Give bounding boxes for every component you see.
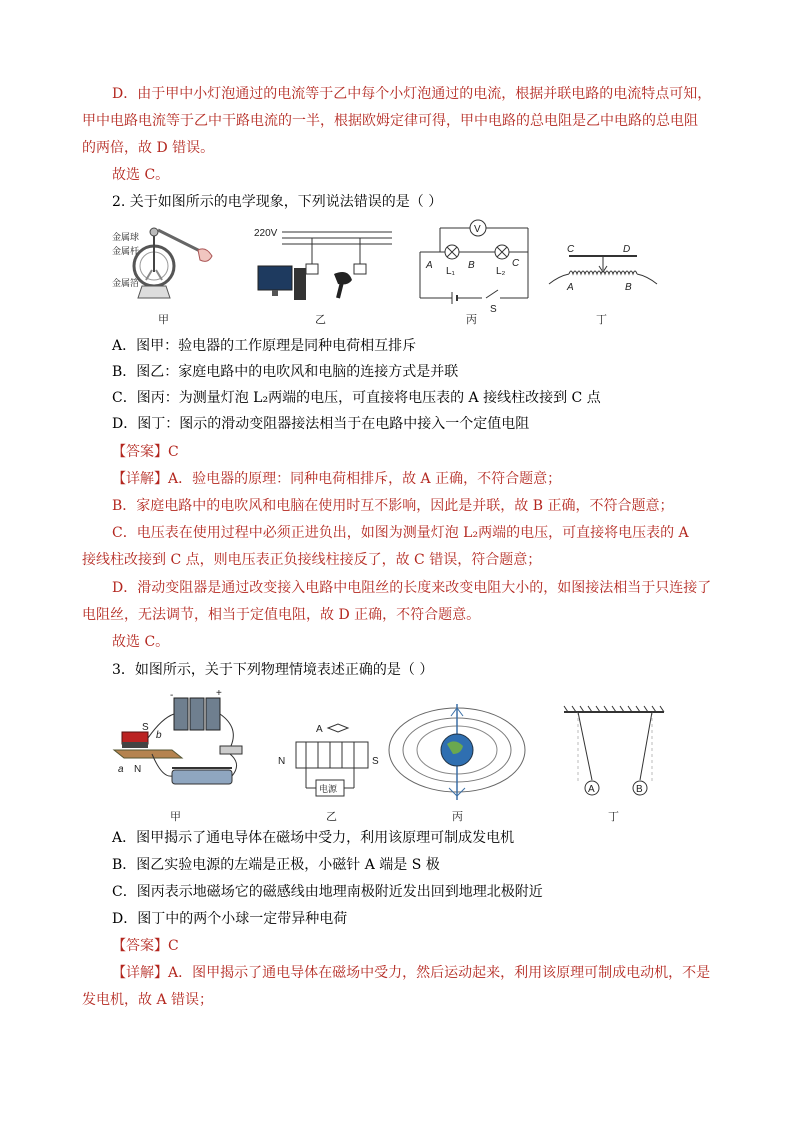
answer-value: C xyxy=(168,938,179,954)
q2-figure-jia-electroscope xyxy=(112,222,222,322)
compass-a: A xyxy=(316,724,323,735)
label-220v: 220V xyxy=(254,228,278,239)
magnet-s: S xyxy=(142,722,149,733)
q2-figure-bing-series-circuit xyxy=(410,216,540,316)
answer-tag: 【答案】 xyxy=(112,444,168,460)
answer-tag: 【答案】 xyxy=(112,938,168,954)
q2-figure-yi-household-circuit xyxy=(250,226,395,310)
q3-detail-a-line2: 发电机，故 A 错误； xyxy=(82,992,214,1008)
q2-detail-d-line1: D．滑动变阻器是通过改变接入电路中电阻丝的长度来改变电阻大小的，如图接法相当于只连接了 xyxy=(112,580,712,596)
rod-b: b xyxy=(156,730,162,741)
point-b: B xyxy=(468,260,475,271)
solenoid-s: S xyxy=(372,756,379,767)
detail-tag: 【详解】 xyxy=(112,471,168,487)
q3-answer xyxy=(112,936,712,956)
q2-stem: 2. 关于如图所示的电学现象，下列说法错误的是（ ） xyxy=(112,194,443,210)
solenoid-n: N xyxy=(278,756,286,767)
q2-detail-d-line2: 电阻丝，无法调节，相当于定值电阻，故 D 正确，不符合题意。 xyxy=(82,607,481,623)
q2-option-a: A．图甲：验电器的工作原理是同种电荷相互排斥 xyxy=(112,338,417,354)
q2-option-d: D．图丁：图示的滑动变阻器接法相当于在电路中接入一个定值电阻 xyxy=(112,416,530,432)
prev-detail-d-line2: 甲中电路电流等于乙中干路电流的一半，根据欧姆定律可得，甲中电路的总电阻是乙中电路的总电阻 xyxy=(82,113,698,129)
magnet-n: N xyxy=(134,764,142,775)
answer-value: C xyxy=(168,444,179,460)
prev-conclusion: 故选 C。 xyxy=(112,167,170,183)
q2-detail-a: 【详解】A．验电器的原理：同种电荷相排斥，故 A 正确，不符合题意； xyxy=(112,471,562,487)
q2-detail-b: B．家庭电路中的电吹风和电脑在使用时互不影响，因此是并联，故 B 正确，不符合题意； xyxy=(112,498,674,514)
q3-detail-a-line1: 【详解】A．图甲揭示了通电导体在磁场中受力，然后运动起来，利用该原理可制成电动机，不是 xyxy=(112,965,711,981)
switch-label: S xyxy=(490,304,497,315)
q2-detail-c-line2: 接线柱改接到 C 点，则电压表正负接线柱接反了，故 C 错误，符合题意； xyxy=(82,552,542,568)
q3-caption-jia: 甲 xyxy=(170,810,181,823)
q2-conclusion: 故选 C。 xyxy=(112,634,170,650)
q3-stem: 3．如图所示，关于下列物理情境表述正确的是（ ） xyxy=(112,662,434,678)
q3-caption-ding: 丁 xyxy=(608,810,619,823)
q2-answer xyxy=(112,442,712,462)
q2-detail-c-line1: C．电压表在使用过程中必须正进负出，如图为测量灯泡 L₂两端的电压，可直接将电压表的 A xyxy=(112,525,689,541)
q2-option-b: B．图乙：家庭电路中的电吹风和电脑的连接方式是并联 xyxy=(112,364,459,380)
label-metal-rod: 金属杆 xyxy=(112,246,140,256)
q2-caption-ding: 丁 xyxy=(596,313,607,326)
q3-figure-jia-apparatus xyxy=(112,688,252,806)
prev-detail-d-line3: 的两倍，故 D 错误。 xyxy=(82,140,215,156)
prev-detail-d-line1: D．由于甲中小灯泡通过的电流等于乙中每个小灯泡通过的电流，根据并联电路的电流特点可知， xyxy=(112,86,712,102)
q3-option-b: B．图乙实验电源的左端是正极，小磁针 A 端是 S 极 xyxy=(112,857,440,873)
q2-caption-bing: 丙 xyxy=(466,313,477,326)
voltmeter-label: V xyxy=(474,224,481,235)
battery-plus: + xyxy=(216,688,222,699)
q2-caption-yi: 乙 xyxy=(315,313,326,326)
q2-figure-ding-rheostat xyxy=(545,240,660,300)
q3-caption-yi: 乙 xyxy=(326,810,337,823)
detail-tag: 【详解】 xyxy=(112,965,168,981)
point-a: A xyxy=(426,260,433,271)
battery-minus: - xyxy=(170,690,174,701)
ball-a: A xyxy=(588,784,595,795)
power-source-label: 电源 xyxy=(319,784,338,794)
q3-caption-bing: 丙 xyxy=(452,810,463,823)
rheostat-point-b: B xyxy=(625,282,632,293)
q2-option-c: C．图丙：为测量灯泡 L₂两端的电压，可直接将电压表的 A 接线柱改接到 C 点 xyxy=(112,390,601,406)
rheostat-point-c: C xyxy=(567,244,575,255)
q3-option-d: D．图丁中的两个小球一定带异种电荷 xyxy=(112,911,348,927)
q3-figure-ding-charged-balls xyxy=(560,702,670,802)
q2-caption-jia: 甲 xyxy=(158,313,169,326)
q3-option-a: A．图甲揭示了通电导体在磁场中受力，利用该原理可制成发电机 xyxy=(112,830,515,846)
q3-option-c: C．图丙表示地磁场它的磁感线由地理南极附近发出回到地理北极附近 xyxy=(112,884,543,900)
label-metal-foil: 金属箔 xyxy=(112,278,140,288)
ball-b: B xyxy=(636,784,643,795)
rod-a: a xyxy=(118,764,124,775)
rheostat-point-a: A xyxy=(567,282,574,293)
lamp-l2-label: L₂ xyxy=(496,266,506,277)
q3-figure-bing-earth-field xyxy=(385,700,530,805)
q3-figure-yi-solenoid xyxy=(272,722,392,800)
label-metal-ball: 金属球 xyxy=(112,232,140,242)
lamp-l1-label: L₁ xyxy=(446,266,455,277)
rheostat-point-d: D xyxy=(623,244,631,255)
point-c: C xyxy=(512,258,520,269)
